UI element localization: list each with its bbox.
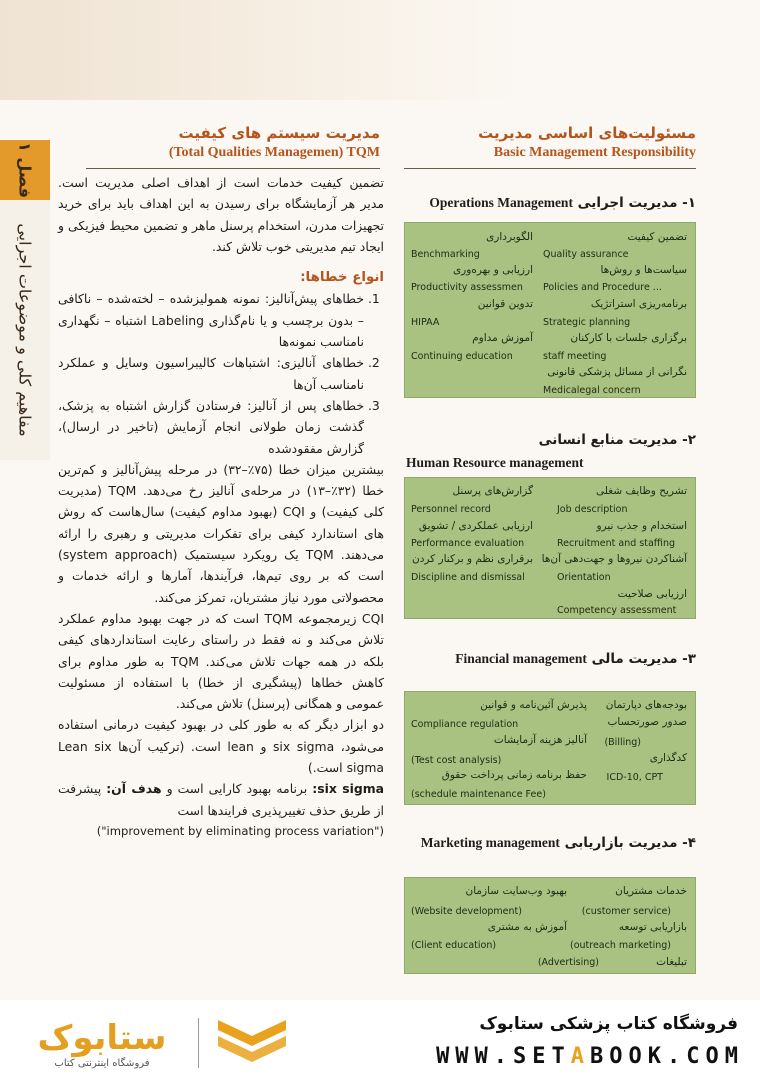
- operations-box: [404, 222, 696, 398]
- box-item: آموزش مداوم: [472, 332, 533, 344]
- box-item: Job description: [557, 504, 628, 515]
- box-item: Performance evaluation: [411, 538, 525, 549]
- box-item: خدمات مشتریان: [615, 885, 687, 897]
- marketing-box: [404, 877, 696, 974]
- box-item: (schedule maintenance Fee): [411, 789, 546, 800]
- box-item: (Client education): [411, 940, 497, 951]
- box-item: Strategic planning: [543, 317, 631, 328]
- store-name: فروشگاه کتاب پزشکی ستابوک: [479, 1014, 738, 1034]
- box-item: Policies and Procedure ...: [543, 282, 662, 293]
- box-item: تدوین قوانین: [477, 298, 533, 310]
- section-title-operations: ۱- مدیریت اجرایی Operations Management: [429, 195, 696, 211]
- box-item: صدور صورتحساب: [607, 716, 687, 728]
- logo-tagline: فروشگاه اینترنتی کتاب: [54, 1058, 150, 1069]
- right-header-en: Basic Management Responsibility: [493, 145, 696, 160]
- six-sigma-text-a: برنامه بهبود کارایی است و: [161, 781, 313, 797]
- box-item: آشناکردن نیروها و جهت‌دهی آن‌ها: [541, 553, 687, 565]
- paragraph-six-sigma: [58, 778, 384, 821]
- box-item: Orientation: [557, 572, 611, 583]
- box-item: (Advertising): [537, 957, 599, 968]
- box-item: سیاست‌ها و روش‌ها: [600, 264, 687, 276]
- paragraph-tqm: بیشترین میزان خطا (۷۵٪–۳۲) در مرحله پیش‌آنالیز و کم‌ترین خطا (۳۲٪–۱۳) در مرحله‌ی آنالیز رخ می‌دهد. TQM (مدیریت کلی کیفیت) و CQI (بهبود مداوم کیفیت) سال‌هاست که روش های استاندارد کیفی برای تفکرات مدیریتی و رهبری را ارائه می‌دهند. TQM یک رویکرد سیستمیک (system approach) است که بر روی تیم‌ها، فرآیندها، آمارها و ارائه خدمات و محصولاتی مورد نیاز مشتریان، تمرکز می‌کند.: [58, 461, 385, 605]
- right-header-fa: مسئولیت‌های اساسی مدیریت: [478, 124, 696, 142]
- box-item: Competency assessment: [557, 605, 677, 616]
- box-item: حفظ برنامه زمانی پرداخت حقوق: [441, 769, 587, 781]
- box-item: کدگذاری: [649, 752, 687, 764]
- logo-wordmark: ستابوک: [37, 1018, 167, 1058]
- box-item: برقراری نظم و برکنار کردن: [411, 553, 533, 565]
- box-item: بازاریابی توسعه: [618, 921, 687, 933]
- box-item: Continuing education: [411, 351, 513, 362]
- paragraph-lean: دو ابزار دیگر که به طور کلی در بهبود کیفیت درمانی استفاده می‌شود، six sigma و lean است. (ترکیب آن‌ها Lean six sigma است.): [58, 717, 384, 776]
- box-item: تضمین کیفیت: [627, 231, 687, 243]
- left-header-fa: مدیریت سیستم های کیفیت: [178, 124, 380, 142]
- box-item: ICD-10, CPT: [606, 772, 663, 783]
- errors-list: [58, 288, 384, 458]
- box-item: (customer service): [581, 906, 671, 917]
- right-header-rule: [404, 168, 696, 169]
- six-sigma-text-b: پیشرفت از طریق حذف تغییرپذیری فرایندها است: [58, 781, 384, 818]
- box-item: HIPAA: [411, 317, 440, 328]
- left-column-body: [58, 172, 384, 842]
- box-item: Quality assurance: [543, 249, 629, 260]
- left-header-rule: [86, 168, 380, 169]
- box-item: (Test cost analysis): [411, 755, 502, 766]
- error-item: 2. خطاهای آنالیزی: اشتباهات کالیبراسیون وسایل و عملکرد نامناسب آن‌ها: [58, 352, 364, 395]
- box-item: Discipline and dismissal: [411, 572, 525, 583]
- box-item: Recruitment and staffing: [557, 538, 676, 549]
- box-item: (Billing): [604, 737, 641, 748]
- box-item: (Website development): [411, 906, 522, 917]
- errors-title: انواع خطاها:: [300, 270, 384, 286]
- box-item: (outreach marketing): [569, 940, 671, 951]
- store-url[interactable]: WWW.SETABOOK.COM: [436, 1044, 744, 1069]
- intro-paragraph: تضمین کیفیت خدمات است از اهداف اصلی مدیریت است. مدیر هر آزمایشگاه برای رسیدن به این اهداف باید برای خرید تجهیزات مدرن، استخدام پرسنل ماهر و تضمین محیط فیزیکی و ایجاد تیم مدیریتی خوب تلاش کند.: [58, 175, 384, 254]
- box-item: پذیرش آئین‌نامه و قوانین: [480, 699, 587, 711]
- box-item: ارزیابی صلاحیت: [617, 588, 687, 600]
- box-item: بودجه‌های دپارتمان: [605, 699, 687, 711]
- box-item: تبلیغات: [656, 956, 687, 968]
- right-column-header: [478, 124, 696, 161]
- section-title-marketing: ۴- مدیریت بازاریابی Marketing management: [420, 835, 696, 851]
- box-item: ارزیابی عملکردی / تشویق: [418, 520, 533, 532]
- box-item: Medicalegal concern: [543, 385, 641, 396]
- error-item: 3. خطاهای پس از آنالیز: فرستادن گزارش اشتباه به پزشک، گذشت زمان طولانی انجام آزمایش (تاخیر در ارسال)، گزارش مفقودشده: [58, 395, 364, 459]
- paragraph-cqi: CQI زیرمجموعه TQM است که در جهت بهبود مداوم عملکرد تلاش می‌کند و نه فقط در راستای رعایت استانداردهای کیفی بلکه در همه جهات تلاش می‌کند. TQM به طور مداوم برای کاهش خطاها (پیشگیری از خطا) با استفاده از مسئولیت عمومی و همگانی (پرسنل) تلاش می‌کند.: [58, 610, 384, 712]
- section-title-financial: ۳- مدیریت مالی Financial management: [455, 651, 696, 667]
- box-item: تشریح وظایف شغلی: [596, 485, 687, 497]
- box-item: بهبود وب‌سایت سازمان: [465, 885, 567, 897]
- financial-box: [404, 691, 696, 805]
- section-title-hr-en: Human Resource management: [406, 455, 584, 470]
- six-sigma-goal: هدف آن:: [106, 781, 162, 797]
- box-item: آنالیز هزینه آزمایشات: [493, 734, 587, 746]
- store-footer: [0, 1000, 760, 1080]
- box-item: برگزاری جلسات با کارکنان: [570, 332, 687, 344]
- hr-box: [404, 477, 696, 619]
- box-item: استخدام و جذب نیرو: [596, 520, 687, 532]
- box-item: Benchmarking: [411, 249, 480, 260]
- left-column-header: [169, 124, 380, 161]
- box-item: Productivity assessmen: [411, 282, 523, 293]
- page-top-band: [0, 0, 760, 100]
- error-item: 1. خطاهای پیش‌آنالیز: نمونه همولیزشده – لخته‌شده – ناکافی – بدون برچسب و یا نام‌گذاری Labeling اشتباه – نگهداری نامناسب نمونه‌ها: [58, 288, 364, 352]
- store-logo[interactable]: [22, 1018, 182, 1069]
- six-sigma-quote: ("improvement by eliminating process variation"): [96, 823, 384, 838]
- box-item: Personnel record: [411, 504, 491, 515]
- chapter-subtitle-strip: مفاهیم کلی و موضوعات اجرایی: [0, 200, 50, 460]
- footer-divider: [198, 1018, 199, 1068]
- box-item: ارزیابی و بهره‌وری: [452, 264, 533, 276]
- box-item: برنامه‌ریزی استراتژیک: [590, 298, 687, 310]
- chevron-logo-icon: [212, 1016, 292, 1068]
- section-title-hr: ۲- مدیریت منابع انسانی: [538, 432, 696, 448]
- box-item: الگوبرداری: [486, 231, 533, 243]
- box-item: گزارش‌های پرسنل: [452, 485, 533, 497]
- box-item: آموزش به مشتری: [487, 921, 567, 933]
- box-item: staff meeting: [543, 351, 607, 362]
- chapter-tab: فصل ۱: [0, 140, 50, 200]
- left-header-en: (Total Qualities Managemen) TQM: [168, 145, 380, 160]
- six-sigma-term: six sigma:: [312, 781, 385, 797]
- box-item: Compliance regulation: [411, 719, 519, 730]
- box-item: نگرانی از مسائل پزشکی قانونی: [547, 366, 687, 378]
